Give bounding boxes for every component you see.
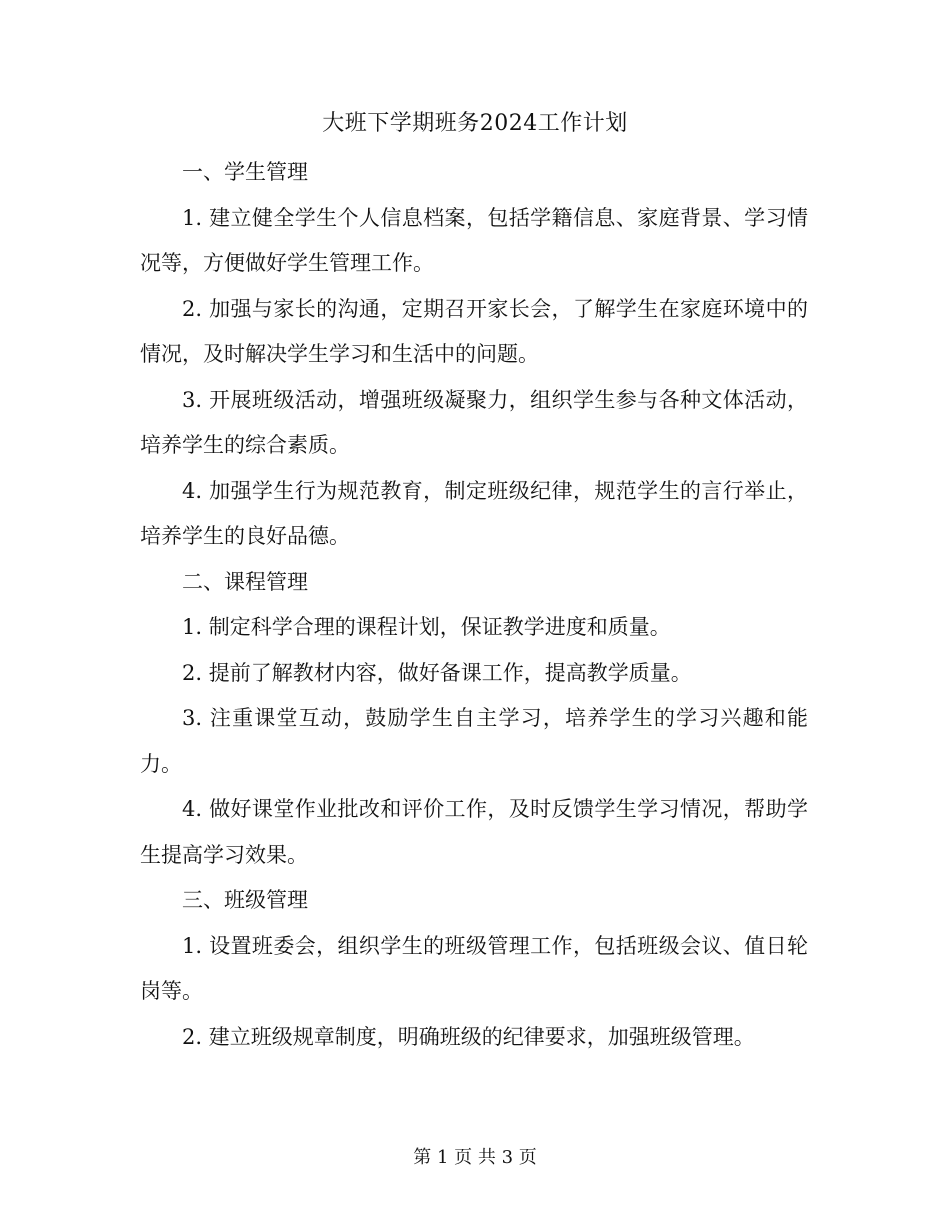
document-title: 大班下学期班务2024工作计划 [322,111,628,136]
document-body [140,150,808,1060]
section-heading: 三、班级管理 [182,888,308,912]
paragraph: 4. 做好课堂作业批改和评价工作，及时反馈学生学习情况，帮助学生提高学习效果。 [140,797,808,867]
paragraph: 1. 建立健全学生个人信息档案，包括学籍信息、家庭背景、学习情况等，方便做好学生管理工作。 [140,205,808,275]
section-heading: 二、课程管理 [182,569,308,594]
paragraph: 2. 加强与家长的沟通，定期召开家长会，了解学生在家庭环境中的情况，及时解决学生学习和生活中的问题。 [140,296,808,366]
paragraph: 2. 建立班级规章制度，明确班级的纪律要求，加强班级管理。 [182,1024,755,1049]
paragraph: 2. 提前了解教材内容，做好备课工作，提高教学质量。 [182,660,692,685]
paragraph: 4. 加强学生行为规范教育，制定班级纪律，规范学生的言行举止，培养学生的良好品德。 [140,478,808,548]
paragraph: 3. 注重课堂互动，鼓励学生自主学习，培养学生的学习兴趣和能力。 [140,706,808,776]
page-footer: 第 1 页 共 3 页 [413,1147,537,1168]
section-heading: 一、学生管理 [182,160,308,184]
paragraph: 1. 制定科学合理的课程计划，保证教学进度和质量。 [182,615,671,639]
paragraph: 3. 开展班级活动，增强班级凝聚力，组织学生参与各种文体活动，培养学生的综合素质。 [140,387,808,457]
paragraph: 1. 设置班委会，组织学生的班级管理工作，包括班级会议、值日轮岗等。 [140,933,808,1003]
